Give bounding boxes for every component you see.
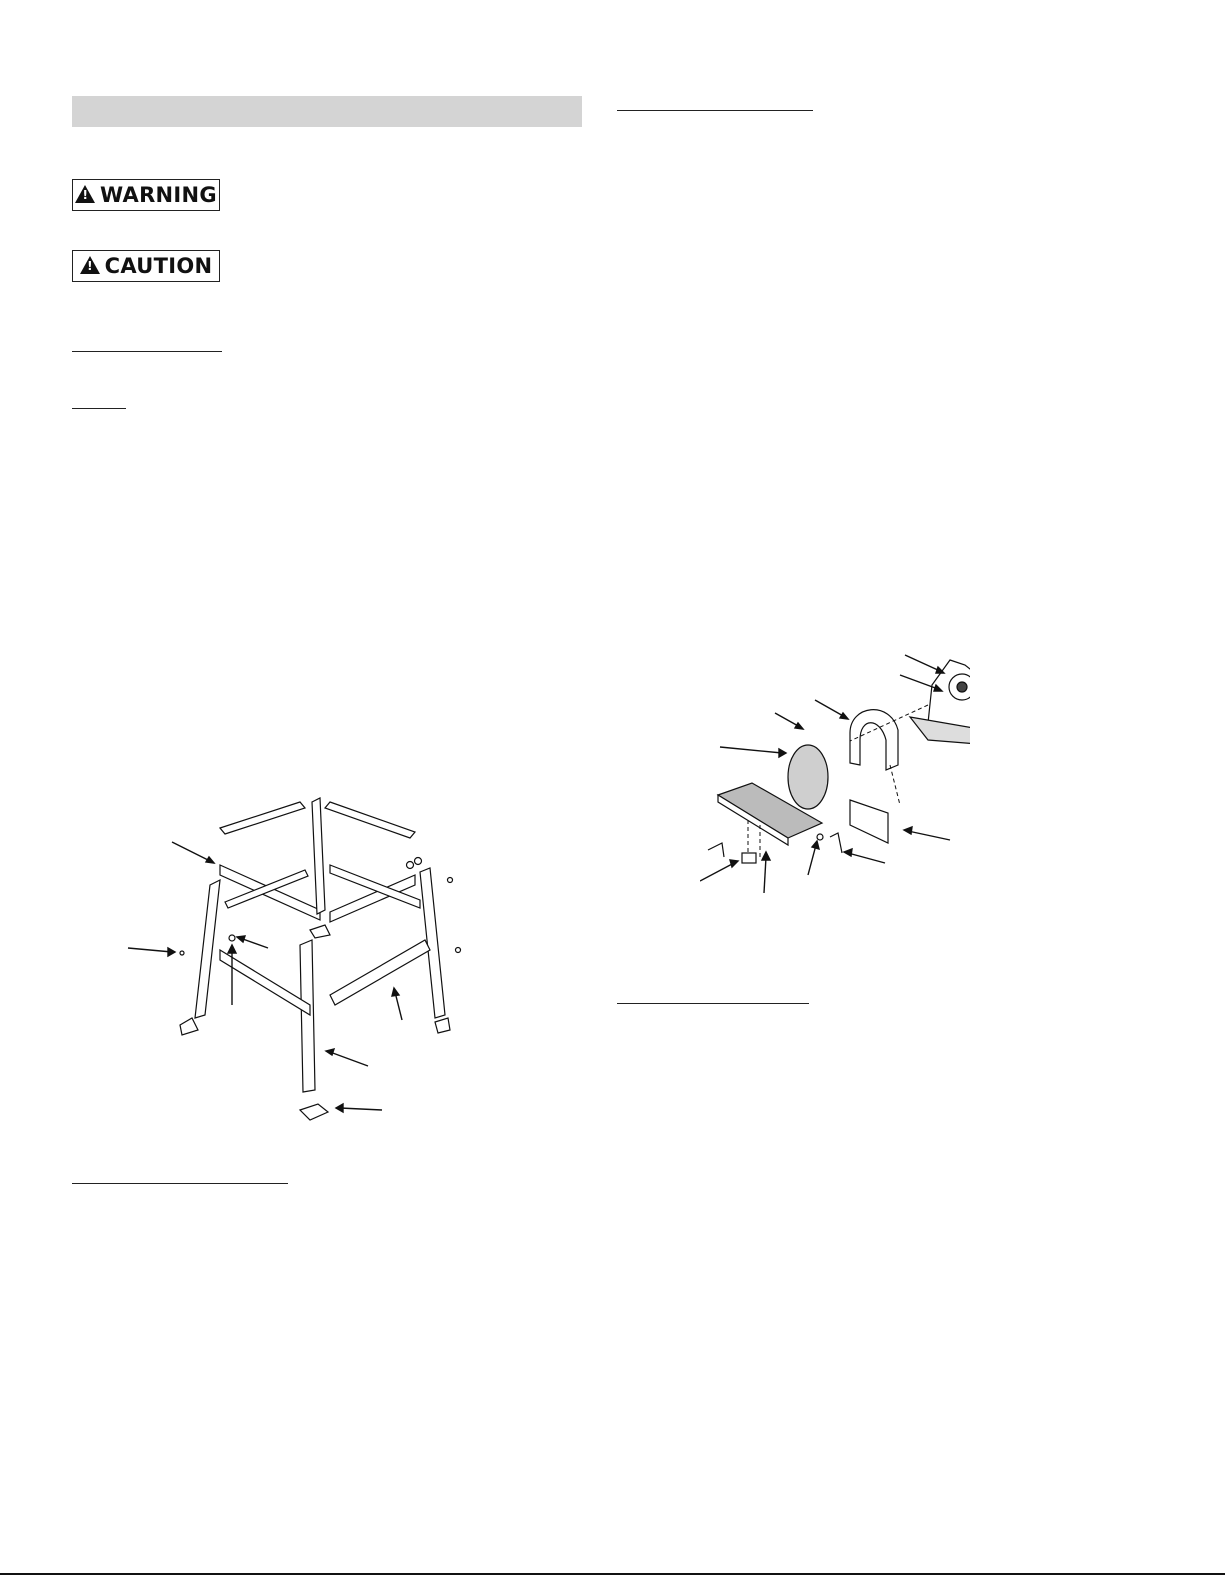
bolt-2 [456,948,461,953]
subheading-rule-5 [617,1003,809,1004]
disc-guard [850,710,898,770]
nut-2 [415,858,422,865]
washer [229,935,235,941]
subheading-rule-4 [617,110,813,111]
callout-arrow-6 [904,827,912,834]
callout-arrow-10 [730,860,738,867]
callout-arrow-6 [326,1049,334,1055]
callout-arrow-5 [779,749,786,757]
subheading-rule-3 [72,1183,288,1184]
washer [817,834,823,840]
callout-arrow-5 [392,988,399,996]
warning-badge [72,179,220,211]
bolt-3 [180,951,184,955]
trunnion [742,853,756,863]
callout-arrow-8 [812,841,819,849]
motor-shaft [957,682,967,692]
foot-right [435,1018,450,1033]
callout-arrow-4 [795,723,803,729]
caution-label: CAUTION [104,254,213,278]
lock-handle-left [708,843,724,857]
callout-arrow-2 [168,948,175,956]
lock-handle-right [830,833,842,853]
table-bracket [850,800,888,843]
callout-arrow-3 [237,936,245,942]
lower-rail-right [330,940,430,1005]
callout-arrow-7 [336,1104,343,1112]
subheading-rule-2 [72,408,126,409]
nut-1 [407,862,414,869]
callout-arrow-4 [228,945,236,953]
foot-front [300,1104,328,1120]
sanding-disc [788,745,828,809]
lower-rail-left [220,950,310,1015]
section-header-bar [72,96,582,127]
sander-assembly-figure [700,645,970,905]
callout-arrow-7 [844,849,852,856]
back-leg [312,798,325,914]
bolt-1 [448,878,453,883]
subheading-rule-1 [72,351,222,352]
top-rail-back-left [220,802,305,834]
caution-icon [80,256,100,274]
callout-arrow-9 [762,852,770,860]
top-rail-back-right [325,802,415,838]
callout-arrow-3 [840,713,848,719]
front-leg [300,940,315,1092]
warning-label: WARNING [100,183,217,207]
foot-back [310,925,330,938]
left-leg [195,880,220,1018]
callout-arrow-1 [206,857,214,863]
foot-left [180,1018,198,1035]
warning-icon [75,185,95,203]
stand-assembly-figure [120,790,480,1140]
caution-badge [72,250,220,282]
page-footer-rule [0,1573,1225,1575]
